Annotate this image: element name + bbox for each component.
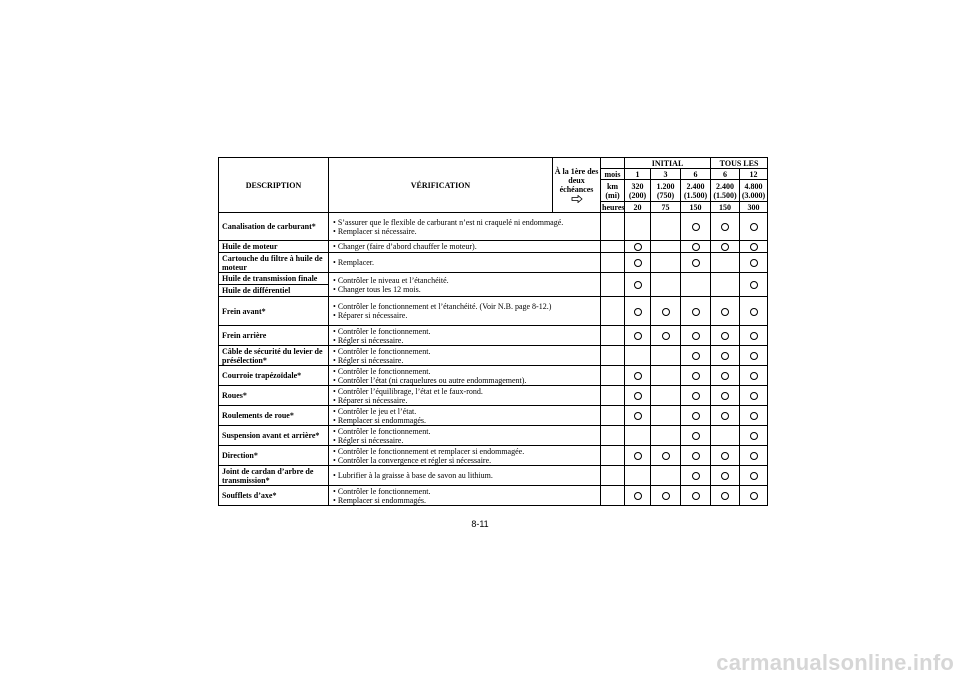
circle-icon [692,223,700,231]
table-row [219,297,768,326]
row-description [219,253,329,273]
circle-icon [750,332,758,340]
row-blank-cell [601,406,625,426]
interval-cell [740,466,768,486]
check-text: Contrôler le fonctionnement. [337,346,431,356]
circle-icon [634,492,642,500]
bullet-icon: • [333,326,338,336]
row-checks [329,386,601,406]
interval-cell [740,326,768,346]
row-description [219,273,329,297]
table-row [219,273,768,297]
interval-cell [625,297,651,326]
watermark: carmanualsonline.info [716,650,954,675]
circle-icon [721,223,729,231]
table-row [219,406,768,426]
check-item [331,407,598,416]
bullet-icon: • [333,495,338,505]
row-blank-cell [601,426,625,446]
maintenance-table [218,157,768,506]
check-item [331,487,598,496]
interval-cell [740,297,768,326]
bullet-icon: • [333,311,338,320]
interval-cell [625,273,651,297]
circle-icon [692,452,700,460]
table-row [219,241,768,253]
row-blank-cell [601,273,625,297]
interval-cell [711,253,740,273]
row-description [219,386,329,406]
table-row [219,346,768,366]
interval-cell [740,366,768,386]
interval-cell [651,297,681,326]
interval-cell [740,241,768,253]
interval-cell [681,326,711,346]
check-item [331,347,598,356]
interval-cell [651,486,681,506]
hours-label: heures [602,202,625,212]
row-checks [329,273,601,297]
interval-cell [681,297,711,326]
interval-cell [740,386,768,406]
interval-cell [711,297,740,326]
circle-icon [692,352,700,360]
row-description-text: Frein avant* [222,306,266,316]
circle-icon [634,332,642,340]
row-blank-cell [601,366,625,386]
check-text: Contrôler l’équilibrage, l’état et le faux-rond. [337,386,483,396]
check-text: Lubrifier à la graisse à base de savon au lithium. [337,471,493,480]
interval-cell [681,241,711,253]
circle-icon [721,392,729,400]
circle-icon [634,372,642,380]
circle-icon [750,452,758,460]
check-text: Contrôler le fonctionnement. [337,426,431,436]
check-item [331,376,598,385]
row-description-text: Joint de cardan d’arbre de transmission* [222,466,314,485]
interval-cell [651,366,681,386]
km-cell: 2.400 (1.500) [711,180,740,202]
interval-cell [740,486,768,506]
circle-icon [721,308,729,316]
interval-cell [651,273,681,297]
row-checks [329,241,601,253]
check-text: Contrôler le fonctionnement. [337,486,431,496]
check-item [331,471,598,480]
circle-icon [721,492,729,500]
interval-cell [625,426,651,446]
circle-icon [692,392,700,400]
check-item [331,311,598,320]
row-description-text: Canalisation de carburant* [222,222,316,231]
row-checks [329,326,601,346]
hours-cell: 150 [681,202,711,213]
circle-icon [692,412,700,420]
interval-cell [625,366,651,386]
circle-icon [721,412,729,420]
interval-cell [651,346,681,366]
interval-cell [651,213,681,241]
hours-cell: 20 [625,202,651,213]
check-item [331,496,598,505]
header-description: DESCRIPTION [219,158,329,213]
bullet-icon: • [333,455,338,465]
check-text: Contrôler le fonctionnement. [337,366,431,376]
row-checks [329,253,601,273]
month-cell: 6 [711,169,740,180]
hours-cell: 300 [740,202,768,213]
row-blank-cell [601,346,625,366]
row-checks [329,466,601,486]
interval-cell [651,241,681,253]
bullet-icon: • [333,275,338,285]
circle-icon [634,452,642,460]
interval-cell [740,446,768,466]
interval-cell [711,406,740,426]
check-item [331,356,598,365]
check-item [331,456,598,465]
bullet-icon: • [333,486,338,496]
interval-cell [711,446,740,466]
circle-icon [634,392,642,400]
circle-icon [634,308,642,316]
header-first-due [553,158,601,213]
interval-cell [625,486,651,506]
circle-icon [721,352,729,360]
check-text: Contrôler le fonctionnement et remplacer si endommagée. [337,446,525,456]
interval-cell [711,426,740,446]
row-blank-cell [601,386,625,406]
bullet-icon: • [333,435,338,445]
km-cell: 2.400 (1.500) [681,180,711,202]
row-description-text: Suspension avant et arrière* [222,431,320,440]
check-text: Régler si nécessaire. [337,355,404,365]
circle-icon [721,332,729,340]
page-number: 8-11 [471,519,489,529]
circle-icon [750,223,758,231]
table-row [219,466,768,486]
months-label: mois [601,169,625,180]
interval-cell [681,486,711,506]
bullet-icon: • [333,242,338,251]
check-item [331,436,598,445]
interval-cell [681,213,711,241]
interval-cell [651,446,681,466]
circle-icon [750,412,758,420]
month-cell: 6 [681,169,711,180]
check-text: Contrôler la convergence et régler si nécessaire. [337,455,492,465]
interval-cell [740,346,768,366]
km-label: km (mi) [601,180,625,202]
check-text: Remplacer. [337,258,375,267]
month-cell: 3 [651,169,681,180]
circle-icon [750,243,758,251]
row-blank-cell [601,297,625,326]
row-checks [329,406,601,426]
row-description-text: Soufflets d’axe* [222,491,277,500]
circle-icon [634,412,642,420]
row-blank-cell [601,486,625,506]
check-text: Contrôler le fonctionnement et l’étanchéité. (Voir N.B. page 8-12.) [337,302,552,311]
interval-cell [711,486,740,506]
check-text: Remplacer si endommagés. [337,415,427,425]
interval-cell [740,253,768,273]
row-description [219,426,329,446]
check-text: Régler si nécessaire. [337,435,404,445]
check-item [331,227,598,236]
check-item [331,427,598,436]
interval-cell [651,253,681,273]
km-cell: 1.200 (750) [651,180,681,202]
circle-icon [750,392,758,400]
row-description-secondary: Huile de différentiel [222,286,291,295]
circle-icon [721,243,729,251]
interval-cell [625,241,651,253]
row-description-text: Courroie trapézoïdale* [222,371,302,380]
row-description [219,241,329,253]
circle-icon [750,492,758,500]
hours-cell: 75 [651,202,681,213]
row-description [219,486,329,506]
row-checks [329,297,601,326]
interval-cell [625,466,651,486]
check-text: Contrôler le niveau et l’étanchéité. [337,275,449,285]
bullet-icon: • [333,284,338,294]
check-text: Changer tous les 12 mois. [337,284,421,294]
check-item [331,387,598,396]
bullet-icon: • [333,335,338,345]
check-text: Régler si nécessaire. [337,335,404,345]
row-checks [329,426,601,446]
circle-icon [662,332,670,340]
circle-icon [750,372,758,380]
row-description [219,446,329,466]
circle-icon [721,372,729,380]
row-description [219,346,329,366]
circle-icon [662,492,670,500]
arrow-right-icon [571,195,583,203]
interval-cell [681,406,711,426]
interval-cell [681,386,711,406]
check-item [331,218,598,227]
row-checks [329,346,601,366]
interval-cell [625,446,651,466]
check-text: Réparer si nécessaire. [337,395,408,405]
row-description-text: Cartouche du filtre à huile de moteur [222,253,323,272]
check-text: Remplacer si nécessaire. [337,226,417,236]
interval-cell [651,326,681,346]
row-blank-cell [601,326,625,346]
interval-cell [711,241,740,253]
bullet-icon: • [333,386,338,396]
interval-cell [651,386,681,406]
row-description-text: Câble de sécurité du levier de présélection* [222,346,323,365]
bullet-icon: • [333,471,338,480]
bullet-icon: • [333,226,338,236]
interval-cell [740,213,768,241]
interval-cell [711,466,740,486]
bullet-icon: • [333,426,338,436]
interval-cell [681,446,711,466]
check-text: S’assurer que le flexible de carburant n’est ni craquelé ni endommagé. [337,217,564,227]
month-cell: 12 [740,169,768,180]
bullet-icon: • [333,346,338,356]
table-row [219,446,768,466]
header-verification: VÉRIFICATION [329,158,553,213]
table-row [219,386,768,406]
check-item [331,327,598,336]
interval-cell [711,366,740,386]
circle-icon [750,308,758,316]
circle-icon [692,332,700,340]
circle-icon [692,372,700,380]
interval-cell [625,386,651,406]
circle-icon [750,281,758,289]
bullet-icon: • [333,415,338,425]
circle-icon [662,308,670,316]
header-every: TOUS LES [711,158,768,169]
circle-icon [692,472,700,480]
circle-icon [692,259,700,267]
check-text: Contrôler l’état (ni craquelures ou autre endommagement). [337,375,527,385]
check-item [331,242,598,251]
interval-cell [711,213,740,241]
check-text: Remplacer si endommagés. [337,495,427,505]
header-first-due-text: À la 1ère des deux échéances [554,167,599,194]
row-checks [329,213,601,241]
bullet-icon: • [333,375,338,385]
circle-icon [634,243,642,251]
interval-cell [711,346,740,366]
check-item [331,302,598,311]
row-description [219,326,329,346]
row-description [219,366,329,386]
check-item [331,367,598,376]
table-row [219,213,768,241]
row-checks [329,486,601,506]
interval-cell [681,346,711,366]
table-row [219,326,768,346]
interval-cell [681,466,711,486]
interval-cell [681,253,711,273]
row-description-text: Direction* [222,451,258,460]
circle-icon [692,243,700,251]
interval-cell [625,326,651,346]
row-description-primary: Huile de transmission finale [219,273,328,285]
interval-cell [711,326,740,346]
check-text: Contrôler le jeu et l’état. [337,406,417,416]
check-text: Réparer si nécessaire. [337,311,408,320]
row-description-text: Frein arrière [222,331,267,340]
row-checks [329,446,601,466]
bullet-icon: • [333,446,338,456]
row-blank-cell [601,466,625,486]
row-blank-cell [601,241,625,253]
row-blank-cell [601,253,625,273]
month-cell: 1 [625,169,651,180]
interval-cell [681,366,711,386]
bullet-icon: • [333,258,338,267]
header-blank [601,158,625,169]
row-description-text: Huile de moteur [222,242,278,251]
check-item [331,276,598,285]
check-item [331,447,598,456]
check-item [331,285,598,294]
interval-cell [740,426,768,446]
row-description-text: Roulements de roue* [222,411,294,420]
circle-icon [721,472,729,480]
row-blank-cell [601,213,625,241]
row-checks [329,366,601,386]
interval-cell [625,213,651,241]
interval-cell [711,386,740,406]
row-description [219,466,329,486]
interval-cell [625,406,651,426]
circle-icon [750,352,758,360]
circle-icon [634,259,642,267]
interval-cell [651,466,681,486]
km-cell: 320 (200) [625,180,651,202]
interval-cell [681,426,711,446]
circle-icon [750,259,758,267]
check-item [331,336,598,345]
km-cell: 4.800 (3.000) [740,180,768,202]
circle-icon [721,452,729,460]
bullet-icon: • [333,406,338,416]
bullet-icon: • [333,355,338,365]
circle-icon [634,281,642,289]
table-row [219,426,768,446]
interval-cell [625,346,651,366]
row-description [219,297,329,326]
header-initial: INITIAL [625,158,711,169]
interval-cell [740,406,768,426]
circle-icon [692,432,700,440]
bullet-icon: • [333,302,338,311]
interval-cell [651,426,681,446]
circle-icon [692,492,700,500]
interval-cell [681,273,711,297]
interval-cell [651,406,681,426]
check-item [331,258,598,267]
bullet-icon: • [333,366,338,376]
bullet-icon: • [333,395,338,405]
interval-cell [625,253,651,273]
table-row [219,253,768,273]
interval-cell [740,273,768,297]
check-item [331,396,598,405]
check-item [331,416,598,425]
circle-icon [662,452,670,460]
circle-icon [750,432,758,440]
row-blank-cell [601,446,625,466]
bullet-icon: • [333,217,338,227]
row-description [219,213,329,241]
table-row [219,366,768,386]
row-description [219,406,329,426]
check-text: Changer (faire d’abord chauffer le moteur). [337,242,477,251]
hours-cell: 150 [711,202,740,213]
interval-cell [711,273,740,297]
circle-icon [692,308,700,316]
circle-icon [750,472,758,480]
check-text: Contrôler le fonctionnement. [337,326,431,336]
row-description-text: Roues* [222,391,247,400]
table-row [219,486,768,506]
